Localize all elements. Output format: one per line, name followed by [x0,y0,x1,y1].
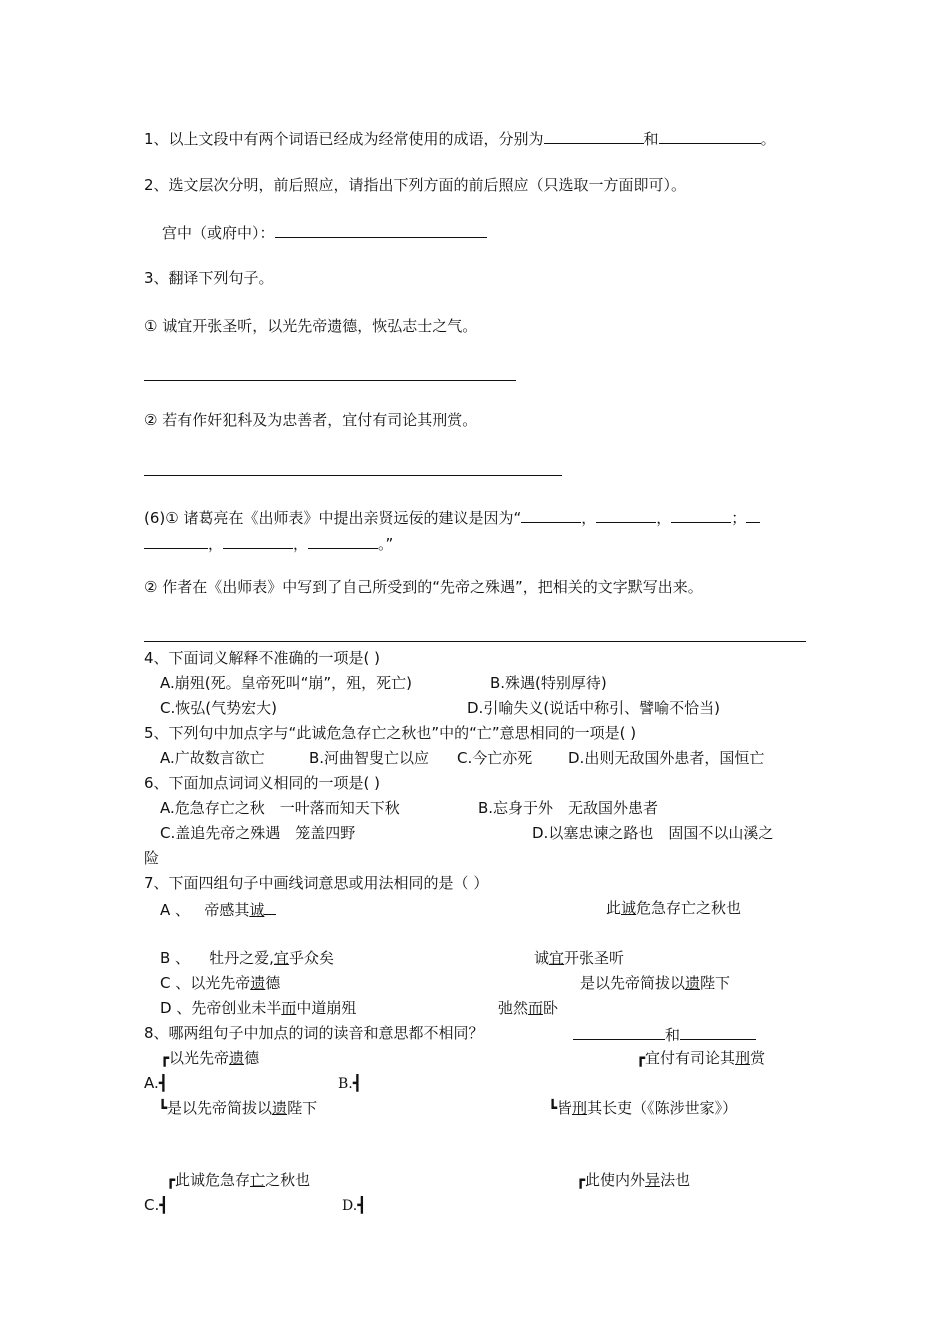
q3-sentence-1: ① 诚宜开张圣听，以光先帝遗德，恢弘志士之气。 [144,317,478,335]
q6a-semicolon: ； [731,509,747,527]
q6a-line-2 [144,532,393,554]
q8-blank-1[interactable] [573,1023,665,1040]
q8-d-brace-mid: ┫ [357,1196,367,1214]
q7-c2-text-post: 陛下 [700,974,731,992]
q4-option-d[interactable]: D.引喻失义(说话中称引、譬喻不恰当) [467,699,721,717]
q6a-line-1 [144,506,760,528]
q8-d1-underlined: 异 [645,1171,661,1189]
q1-and: 和 [643,130,659,148]
q8-b2-underlined: 刑 [572,1099,588,1117]
q7-c-right[interactable] [580,973,730,993]
q4-option-b[interactable]: B.殊遇(特别厚待) [490,674,607,692]
q7-a2-underlined: 诚 [621,899,637,917]
q7-a2-text-pre: 此 [606,899,622,917]
q7-b1-underlined: 宜 [273,949,289,967]
q8-a1-text-pre: 以光先帝 [169,1049,230,1067]
q8-a-brace-bottom: ┗ [158,1099,168,1117]
q8-b-brace-bottom: ┗ [548,1099,558,1117]
q7-b-left[interactable] [160,948,334,968]
q7-b-right[interactable] [534,948,624,968]
q3-stem: 3、翻译下列句子。 [144,269,274,287]
q6b-stem: ② 作者在《出师表》中写到了自己所受到的“先帝之殊遇”，把相关的文字默写出来。 [144,578,703,596]
q8-c-label: C. [144,1196,160,1214]
q3-answer-line-1[interactable] [144,380,516,381]
q7-c2-text-pre: 是以先帝简拔以 [580,974,686,992]
q7-a1-underlined: 诚 [249,901,265,919]
q6a-blank-2[interactable] [596,506,656,523]
q8-c1-text-post: 之秋也 [265,1171,311,1189]
q8-c-label-line[interactable] [144,1195,168,1215]
q8-a-bottom[interactable] [158,1098,317,1118]
q2-blank[interactable] [275,221,487,238]
q7-c1-underlined: 遗 [250,974,266,992]
q7-stem: 7、下面四组句子中画线词意思或用法相同的是（ ） [144,874,489,892]
q8-b-label-line[interactable] [338,1073,362,1094]
q6a-comma-4: ， [293,535,309,553]
q8-c-brace-mid: ┫ [159,1196,169,1214]
q7-b2-text-post: 开张圣听 [564,949,625,967]
q7-c1-text-pre: C 、以光先帝 [160,974,251,992]
q8-d-top[interactable] [576,1170,690,1190]
q8-b-label: B. [338,1076,353,1092]
q7-a-label: A 、 [160,901,191,919]
q2-stem: 2、选文层次分明，前后照应，请指出下列方面的前后照应（只选取一方面即可）。 [144,176,687,194]
q8-d1-text-post: 法也 [660,1171,691,1189]
q8-a-top[interactable] [160,1048,259,1068]
q7-b-label: B 、 [160,949,191,967]
q7-d2-text-post: 卧 [543,999,559,1017]
q7-b2-text-pre: 诚 [534,949,550,967]
q8-b-bottom[interactable] [548,1098,737,1118]
q6-option-b[interactable]: B.忘身于外 无敌国外患者 [478,799,659,817]
q6a-comma-1: ， [581,509,597,527]
q6b-answer-line[interactable] [144,641,806,642]
q6a-blank-4b[interactable] [144,532,208,549]
q4-stem: 4、下面词义解释不准确的一项是( ) [144,649,381,667]
q7-b1-text-post: 乎众矣 [288,949,334,967]
q1-blank-1[interactable] [544,127,644,144]
q7-d-right[interactable] [498,998,558,1018]
q8-b-brace-mid: ┫ [352,1074,362,1092]
q8-a1-underlined: 遗 [229,1049,245,1067]
q5-option-b[interactable]: B.河曲智叟亡以应 [309,749,430,767]
q8-d1-text-pre: 此使内外 [585,1171,646,1189]
q2-sub-line [162,221,487,243]
q4-option-c[interactable]: C.恢弘(气势宏大) [160,699,277,717]
q5-option-d[interactable]: D.出则无敌国外患者，国恒亡 [568,749,765,767]
q8-d-brace-top: ┏ [576,1171,586,1189]
q7-a-left[interactable] [160,898,276,920]
q6a-blank-5[interactable] [223,532,293,549]
q6a-comma-3: ， [208,535,224,553]
q5-stem: 5、下列句中加点字与“此诚危急存亡之秋也”中的“亡”意思相同的一项是( ) [144,724,637,742]
q8-answer-blanks [573,1023,756,1045]
q8-a1-text-post: 德 [244,1049,260,1067]
q8-stem: 8、哪两组句子中加点的词的读音和意思都不相同？ [144,1024,484,1042]
q6a-blank-1[interactable] [521,506,581,523]
q8-and: 和 [665,1026,681,1044]
q6a-comma-2: ， [656,509,672,527]
q6-option-a[interactable]: A.危急存亡之秋 一叶落而知天下秋 [160,799,400,817]
q8-a2-text-pre: 是以先帝简拔以 [167,1099,273,1117]
q7-c1-text-post: 德 [265,974,281,992]
q8-a-label-line[interactable] [144,1073,168,1093]
q8-a2-underlined: 遗 [272,1099,288,1117]
q4-option-a[interactable]: A.崩殂(死。皇帝死叫“崩”，殂，死亡) [160,674,413,692]
q8-b-top[interactable] [636,1048,765,1068]
q8-blank-2[interactable] [680,1023,756,1040]
q7-b1-text-pre: 牡丹之爱, [209,949,274,967]
q7-d1-text-pre: D 、先帝创业未半 [160,999,282,1017]
q8-c1-text-pre: 此诚危急存 [175,1171,251,1189]
q7-d1-underlined: 而 [281,999,297,1017]
q2-sub-label: 宫中（或府中）： [162,224,275,242]
q1-line [144,127,776,149]
q6-option-d[interactable]: D.以塞忠谏之路也 固国不以山溪之 [532,824,774,842]
q7-d2-underlined: 而 [528,999,544,1017]
q7-d1-text-post: 中道崩殂 [296,999,357,1017]
q8-d-label: D. [342,1198,358,1214]
q6-stem: 6、下面加点词词义相同的一项是( ) [144,774,381,792]
q8-d-label-line[interactable] [342,1195,366,1216]
q6a-blank-6[interactable] [308,532,378,549]
q3-sentence-2: ② 若有作奸犯科及为忠善者，宜付有司论其刑赏。 [144,411,478,429]
q8-a-brace-top: ┏ [160,1049,170,1067]
q7-a-right[interactable] [606,898,741,918]
q7-c-left[interactable] [160,973,280,993]
q7-d-left[interactable] [160,998,356,1018]
q7-d2-text-pre: 弛然 [498,999,529,1017]
q8-b1-underlined: 刑 [735,1049,751,1067]
q8-b2-text-post: 其长吏（《陈涉世家》） [587,1099,738,1117]
q8-c1-underlined: 亡 [250,1171,266,1189]
q8-a2-text-post: 陛下 [287,1099,318,1117]
q7-c2-underlined: 遗 [685,974,701,992]
q8-b1-text-post: 赏 [750,1049,766,1067]
q6-option-c[interactable]: C.盖追先帝之殊遇 笼盖四野 [160,824,356,842]
q6a-blank-3[interactable] [671,506,731,523]
q8-a-label: A. [144,1074,159,1092]
q5-option-a[interactable]: A.广故数言欲亡 [160,749,265,767]
q8-c-top[interactable] [166,1170,310,1190]
q8-c-brace-top: ┏ [166,1171,176,1189]
q7-a2-text-post: 危急存亡之秋也 [636,899,742,917]
q1-text: 1、以上文段中有两个词语已经成为经常使用的成语，分别为 [144,130,544,148]
q6a-end: 。” [378,535,394,553]
q6a-text: (6)① 诸葛亮在《出师表》中提出亲贤远佞的建议是因为“ [144,509,522,527]
q7-a1-text: 帝感其 [204,901,250,919]
q6-option-d-continued: 险 [144,849,160,867]
q3-answer-line-2[interactable] [144,475,562,476]
q7-a1-trailing-underline [264,898,276,915]
q1-blank-2[interactable] [659,127,761,144]
q8-b2-text-pre: 皆 [557,1099,573,1117]
q7-b2-underlined: 宜 [549,949,565,967]
q1-end: 。 [760,130,776,148]
q5-option-c[interactable]: C.今亡亦死 [457,749,533,767]
q8-b-brace-top: ┏ [636,1049,646,1067]
q6a-blank-4a[interactable] [746,506,760,523]
q8-a-brace-mid: ┫ [158,1074,168,1092]
q8-b1-text-pre: 宜付有司论其 [645,1049,736,1067]
